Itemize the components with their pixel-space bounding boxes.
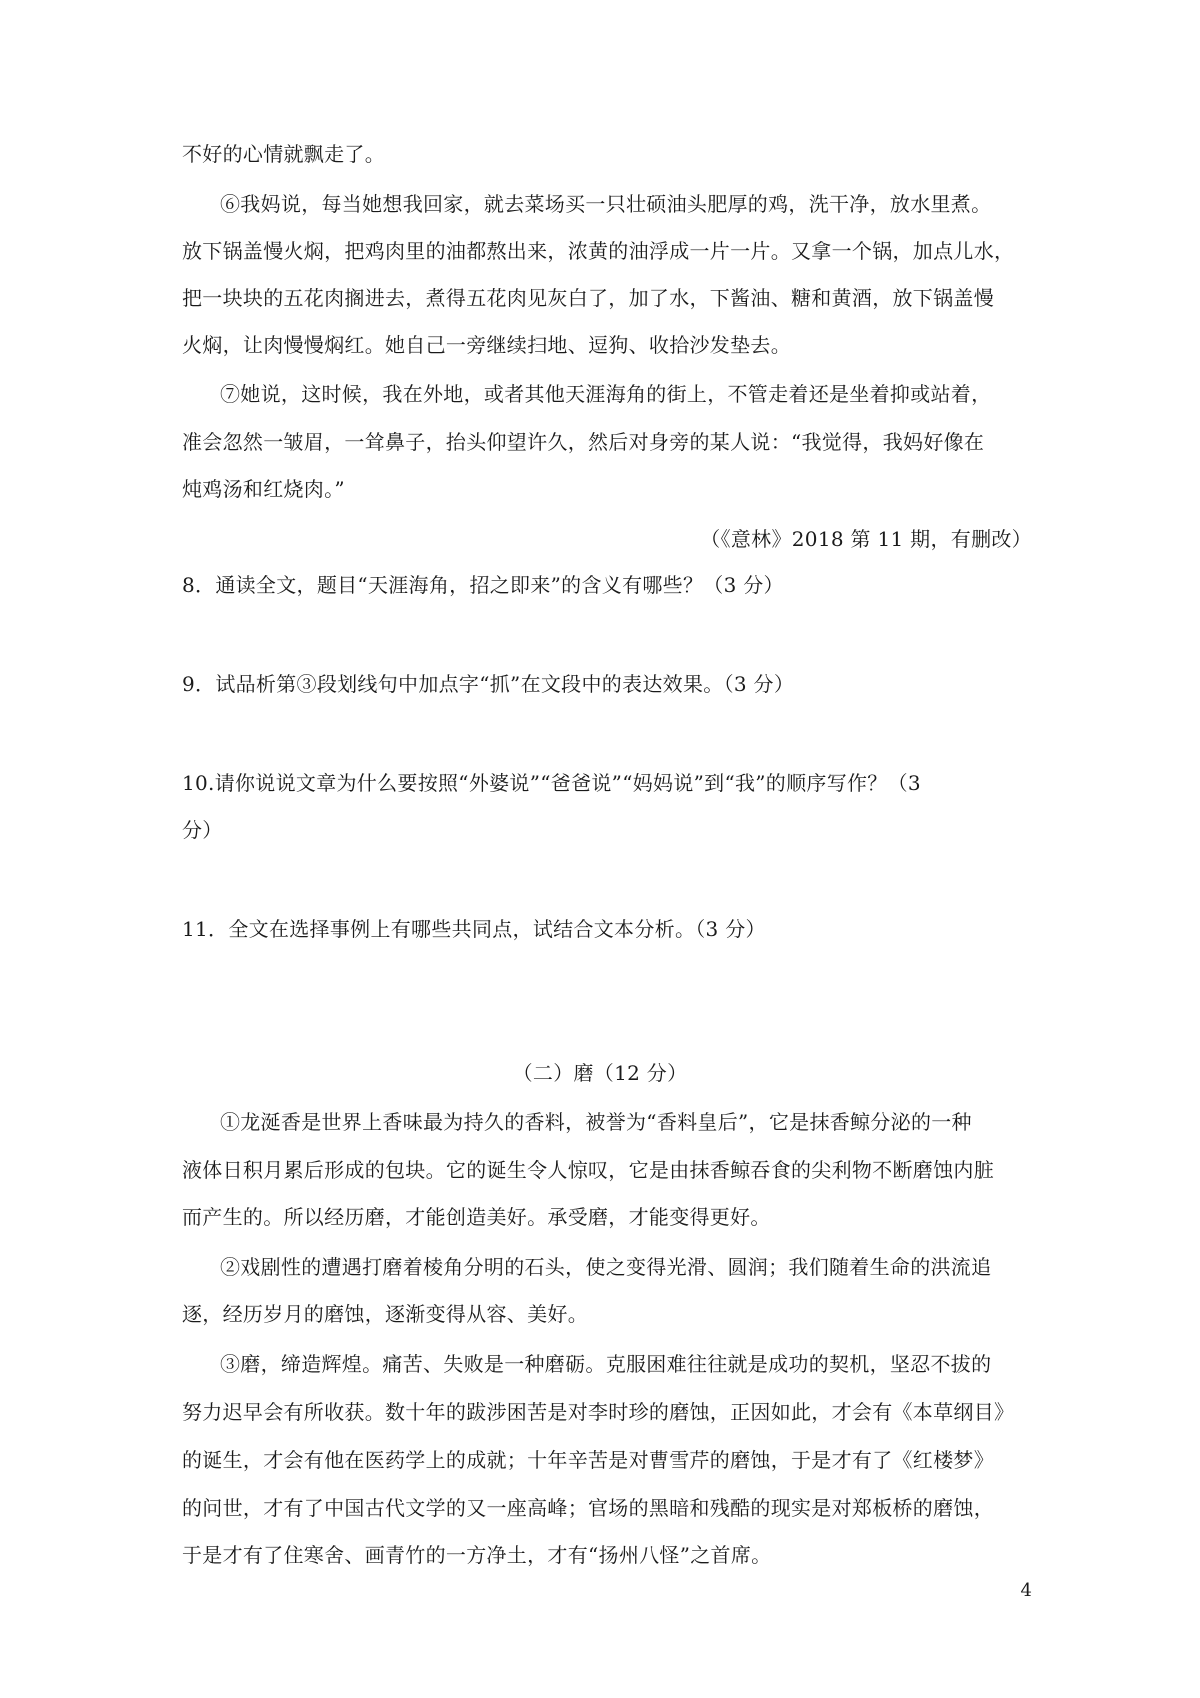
- question-8: 8．通读全文，题目“天涯海角，招之即来”的含义有哪些？（3 分）: [182, 573, 784, 597]
- paragraph-line: 火焖，让肉慢慢焖红。她自己一旁继续扫地、逗狗、收拾沙发垫去。: [182, 333, 791, 357]
- question-10: 10.请你说说文章为什么要按照“外婆说”“爸爸说”“妈妈说”到“我”的顺序写作？（3: [182, 771, 921, 795]
- paragraph-line: 不好的心情就飘走了。: [182, 142, 385, 166]
- paragraph-line: ②戏剧性的遭遇打磨着棱角分明的石头，使之变得光滑、圆润；我们随着生命的洪流追: [220, 1255, 992, 1279]
- paragraph-line: ①龙涎香是世界上香味最为持久的香料，被誉为“香料皇后”，它是抹香鲸分泌的一种: [220, 1110, 972, 1134]
- paragraph-line: 而产生的。所以经历磨，才能创造美好。承受磨，才能变得更好。: [182, 1205, 771, 1229]
- paragraph-line: ⑦她说，这时候，我在外地，或者其他天涯海角的街上，不管走着还是坐着抑或站着，: [220, 382, 992, 406]
- paragraph-line: 逐，经历岁月的磨蚀，逐渐变得从容、美好。: [182, 1302, 588, 1326]
- paragraph-line: ③磨，缔造辉煌。痛苦、失败是一种磨砺。克服困难往往就是成功的契机，坚忍不拔的: [220, 1352, 992, 1376]
- paragraph-line: 放下锅盖慢火焖，把鸡肉里的油都熬出来，浓黄的油浮成一片一片。又拿一个锅，加点儿水，: [182, 239, 1015, 263]
- paragraph-line: 于是才有了住寒舍、画青竹的一方净土，才有“扬州八怪”之首席。: [182, 1543, 772, 1567]
- paragraph-line: 的问世，才有了中国古代文学的又一座高峰；官场的黑暗和残酷的现实是对郑板桥的磨蚀，: [182, 1496, 994, 1520]
- paragraph-line: 准会忽然一皱眉，一耸鼻子，抬头仰望许久，然后对身旁的某人说：“我觉得，我妈好像在: [182, 430, 985, 454]
- source-citation: （《意林》2018 第 11 期，有删改）: [700, 527, 1032, 551]
- paragraph-line: 努力迟早会有所收获。数十年的跋涉困苦是对李时珍的磨蚀，正因如此，才会有《本草纲目》: [182, 1400, 1015, 1424]
- question-11: 11．全文在选择事例上有哪些共同点，试结合文本分析。（3 分）: [182, 917, 766, 941]
- paragraph-line: ⑥我妈说，每当她想我回家，就去菜场买一只壮硕油头肥厚的鸡，洗干净，放水里煮。: [220, 192, 992, 216]
- paragraph-line: 液体日积月累后形成的包块。它的诞生令人惊叹，它是由抹香鲸吞食的尖利物不断磨蚀内脏: [182, 1158, 994, 1182]
- page-number: 4: [1020, 1580, 1032, 1601]
- paragraph-line: 炖鸡汤和红烧肉。”: [182, 477, 345, 501]
- paragraph-line: 把一块块的五花肉搁进去，煮得五花肉见灰白了，加了水，下酱油、糖和黄酒，放下锅盖慢: [182, 286, 994, 310]
- section-title: （二）磨（12 分）: [512, 1061, 688, 1085]
- paragraph-line: 的诞生，才会有他在医药学上的成就；十年辛苦是对曹雪芹的磨蚀，于是才有了《红楼梦》: [182, 1448, 994, 1472]
- question-10-continuation: 分）: [182, 818, 223, 842]
- question-9: 9．试品析第③段划线句中加点字“抓”在文段中的表达效果。（3 分）: [182, 672, 795, 696]
